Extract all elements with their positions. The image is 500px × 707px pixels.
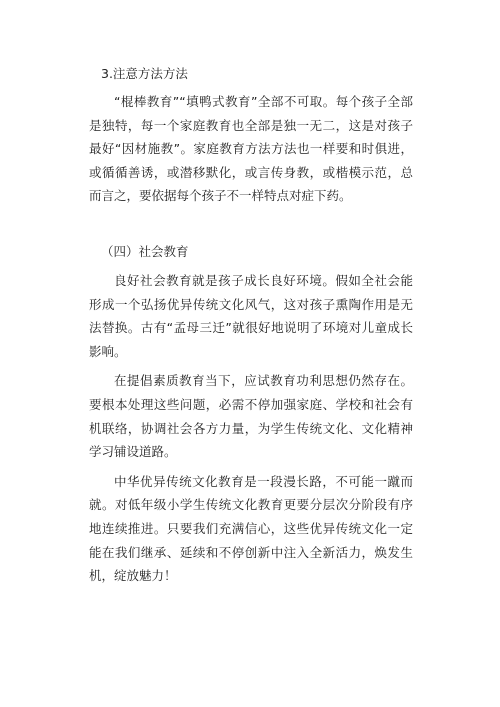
section-heading-social-education: （四）社会教育 <box>101 243 189 259</box>
section-heading-method: 3.注意方法方法 <box>101 66 188 81</box>
section-spacer <box>89 214 413 240</box>
paragraph-social-environment: 良好社会教育就是孩子成长良好环境。假如全社会能形成一个弘扬优异传统文化风气，这对孩子熏陶作用是无法替换。古有“孟母三迁”就很好地说明了环境对儿童成长影响。 <box>89 272 413 359</box>
paragraph-social-exam-education: 在提倡素质教育当下，应试教育功利思想仍然存在。要根本处理这些问题，必需不停加强家庭、学校和社会有机联络，协调社会各方力量，为学生传统文化、文化精神学习铺设道路。 <box>89 373 413 460</box>
document-body <box>89 62 413 594</box>
paragraph-social-conclusion: 中华优异传统文化教育是一段漫长路，不可能一蹴而就。对低年级小学生传统文化教育更要分层次分阶段有序地连续推进。只要我们充满信心，这些优异传统文化一定能在我们继承、延续和不停创新中注入全新活力，焕发生机，绽放魅力！ <box>89 473 413 584</box>
paragraph-method: “棍棒教育”“填鸭式教育”全部不可取。每个孩子全部是独特，每一个家庭教育也全部是独一无二，这是对孩子最好“因材施教”。家庭教育方法方法也一样要和时俱进，或循循善诱，或潜移默化，或言传身教，或楷模示范，总而言之，要依据每个孩子不一样特点对症下药。 <box>89 94 413 204</box>
